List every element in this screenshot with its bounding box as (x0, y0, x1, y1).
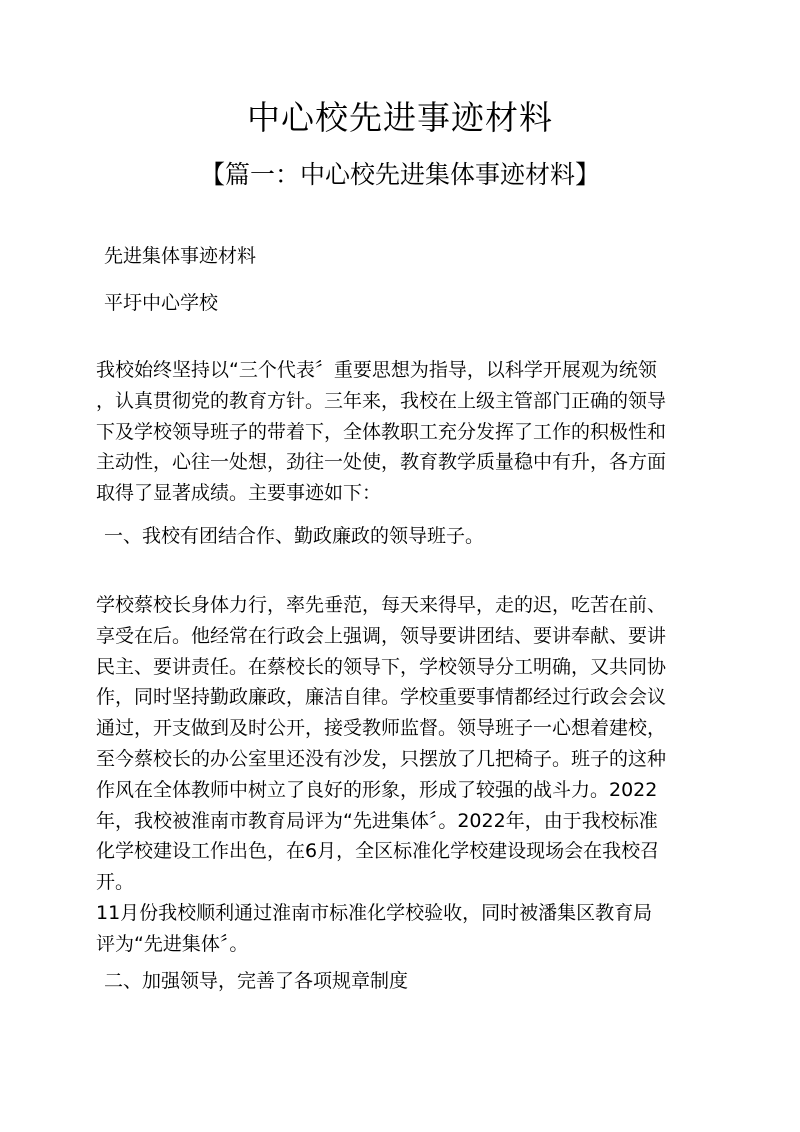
paragraph-line: ，认真贯彻党的教育方针。三年来，我校在上级主管部门正确的领导 (96, 389, 667, 412)
paragraph-line: 作，同时坚持勤政廉政，廉洁自律。学校重要事情都经过行政会会议 (96, 686, 667, 709)
section-heading-1: 一、我校有团结合作、勤政廉政的领导班子。 (104, 525, 485, 547)
paragraph-line: 年，我校被淮南市教育局评为“先进集体〞。2022年，由于我校标准 (96, 809, 658, 832)
paragraph-line: 化学校建设工作出色，在6月，全区标准化学校建设现场会在我校召 (96, 840, 660, 863)
paragraph-line: 民主、要讲责任。在蔡校长的领导下，学校领导分工明确，又共同协 (96, 655, 667, 678)
paragraph-line: 主动性，心往一处想，劲往一处使，教育教学质量稳中有升，各方面 (96, 451, 667, 474)
paragraph-intro (96, 355, 716, 509)
paragraph-line: 下及学校领导班子的带着下，全体教职工充分发挥了工作的积极性和 (96, 420, 667, 443)
paragraph-line: 享受在后。他经常在行政会上强调，领导要讲团结、要讲奉献、要讲 (96, 624, 667, 647)
document-subtitle: 【篇一：中心校先进集体事迹材料】 (199, 160, 600, 189)
paragraph-line: 通过，开支做到及时公开，接受教师监督。领导班子一心想着建校， (96, 717, 667, 740)
section-heading-2: 二、加强领导，完善了各项规章制度 (104, 970, 409, 992)
paragraph-line: 11月份我校顺利通过淮南市标准化学校验收，同时被潘集区教育局 (96, 901, 653, 924)
paragraph-line: 我校始终坚持以“三个代表〞重要思想为指导，以科学开展观为统领 (96, 359, 657, 381)
heading-school-name: 平圩中心学校 (104, 292, 219, 314)
paragraph-line: 取得了显著成绩。主要事迹如下： (96, 482, 382, 505)
paragraph-line: 作风在全体教师中树立了良好的形象，形成了较强的战斗力。2022 (96, 778, 658, 801)
document-title: 中心校先进事迹材料 (247, 98, 553, 137)
paragraph-line: 学校蔡校长身体力行，率先垂范，每天来得早，走的迟，吃苦在前、 (96, 594, 667, 616)
paragraph-line: 开。 (96, 871, 135, 894)
paragraph-line: 评为“先进集体〞。 (96, 932, 249, 955)
paragraph-leadership (96, 590, 716, 960)
heading-collective-materials: 先进集体事迹材料 (104, 245, 257, 267)
paragraph-line: 至今蔡校长的办公室里还没有沙发，只摆放了几把椅子。班子的这种 (96, 747, 667, 770)
